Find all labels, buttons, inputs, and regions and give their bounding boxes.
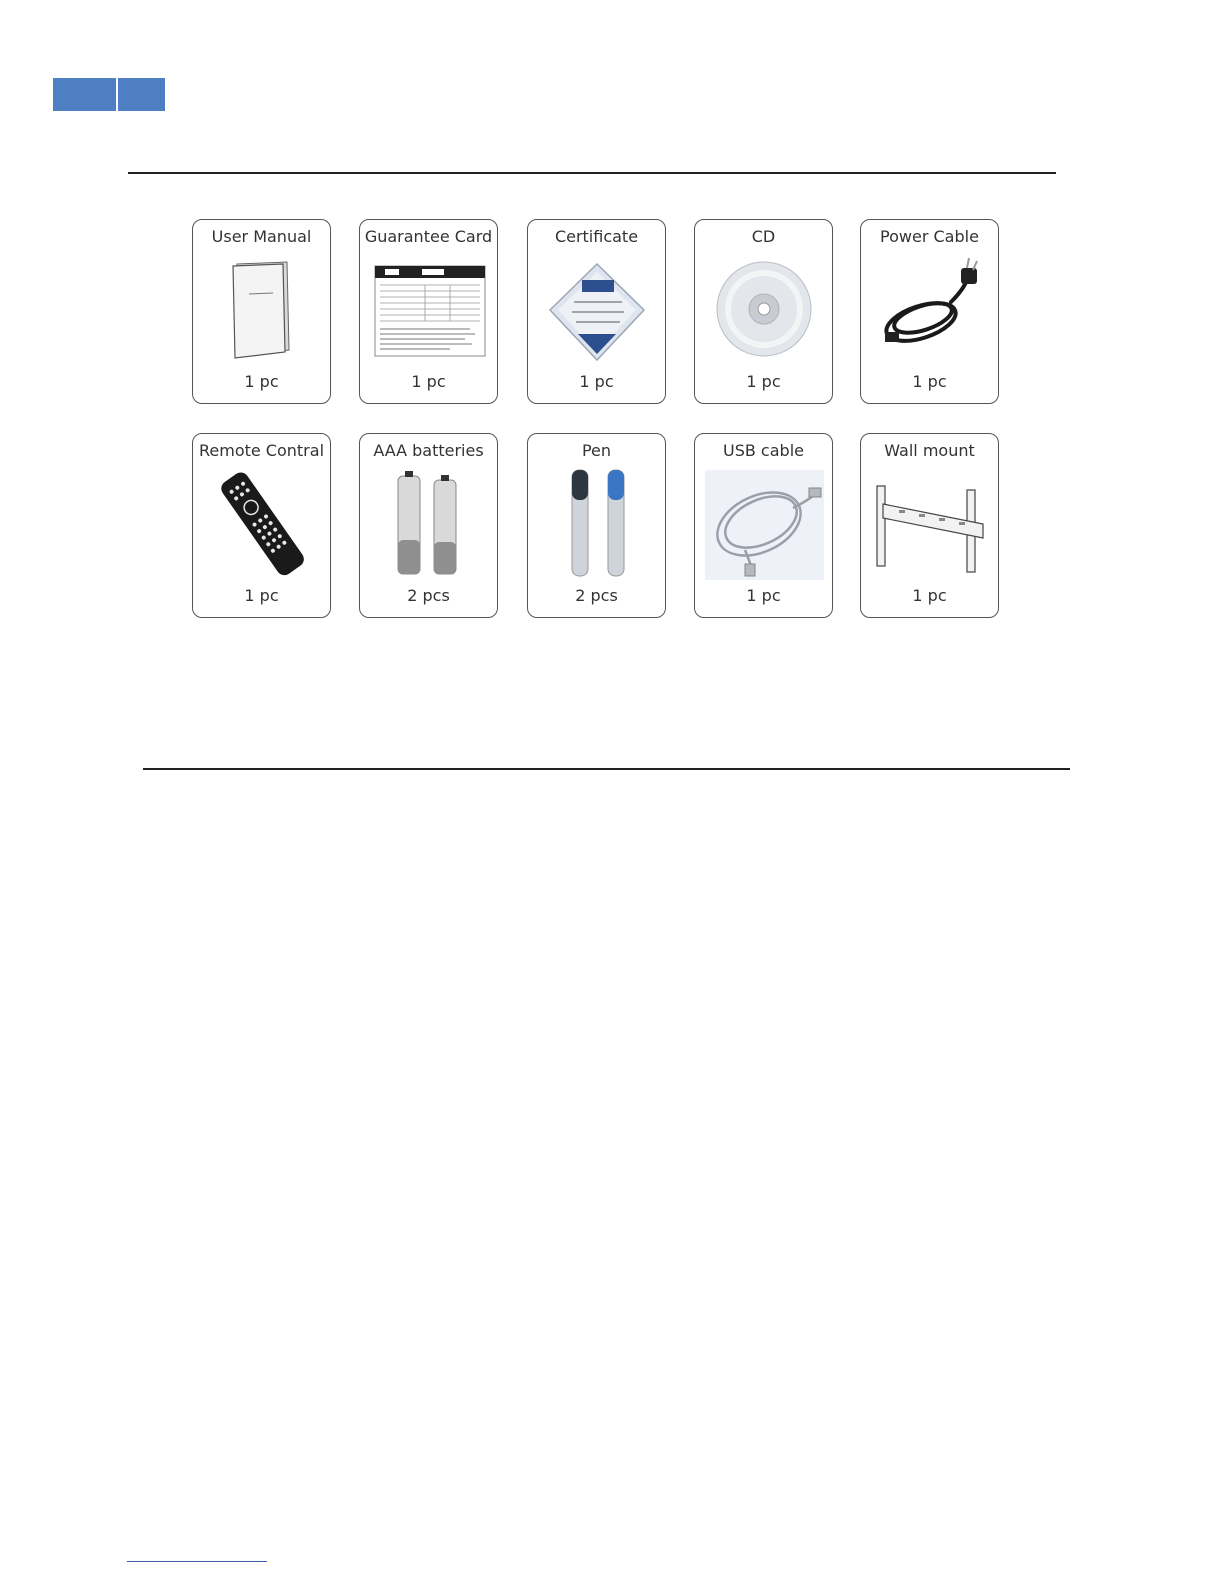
accessory-card-pen — [527, 433, 666, 618]
accessory-name: User Manual — [211, 227, 312, 246]
accessory-card-aaa-batteries — [359, 433, 498, 618]
accessory-card-guarantee-card — [359, 219, 498, 404]
accessory-quantity: 2 pcs — [575, 586, 618, 605]
accessory-quantity: 1 pc — [746, 586, 781, 605]
book-icon — [203, 252, 322, 367]
middle-divider — [143, 768, 1070, 770]
accessory-name: Power Cable — [880, 227, 979, 246]
accessory-name: Guarantee Card — [364, 227, 493, 246]
accessory-quantity: 1 pc — [244, 586, 279, 605]
power-cable-icon — [871, 252, 990, 367]
accessory-name: Remote Contral — [198, 441, 325, 460]
battery-icon — [370, 466, 489, 581]
wall-mount-icon — [871, 466, 990, 581]
accessory-card-usb-cable — [694, 433, 833, 618]
accessory-card-power-cable — [860, 219, 999, 404]
accessory-card-user-manual — [192, 219, 331, 404]
accessory-card-certificate — [527, 219, 666, 404]
footnote-divider — [127, 1561, 267, 1562]
accessory-card-cd — [694, 219, 833, 404]
accessory-name: USB cable — [723, 441, 804, 460]
accessory-name: CD — [751, 227, 776, 246]
top-divider — [128, 172, 1056, 174]
accessory-name: AAA batteries — [373, 441, 484, 460]
accessory-quantity: 1 pc — [244, 372, 279, 391]
certificate-icon — [538, 252, 657, 367]
accessory-card-wall-mount — [860, 433, 999, 618]
accessory-quantity: 2 pcs — [407, 586, 450, 605]
accessory-quantity: 1 pc — [912, 372, 947, 391]
pen-icon — [538, 466, 657, 581]
usb-cable-icon — [705, 466, 824, 581]
section-tab-label — [118, 78, 165, 111]
accessory-card-remote-control — [192, 433, 331, 618]
accessory-quantity: 1 pc — [746, 372, 781, 391]
section-tab-number — [53, 78, 116, 111]
accessory-quantity: 1 pc — [912, 586, 947, 605]
accessory-quantity: 1 pc — [411, 372, 446, 391]
accessory-name: Certificate — [554, 227, 639, 246]
accessory-name: Pen — [581, 441, 612, 460]
remote-icon — [203, 466, 322, 581]
accessory-quantity: 1 pc — [579, 372, 614, 391]
accessory-name: Wall mount — [884, 441, 975, 460]
card-icon — [370, 252, 489, 367]
disc-icon — [705, 252, 824, 367]
